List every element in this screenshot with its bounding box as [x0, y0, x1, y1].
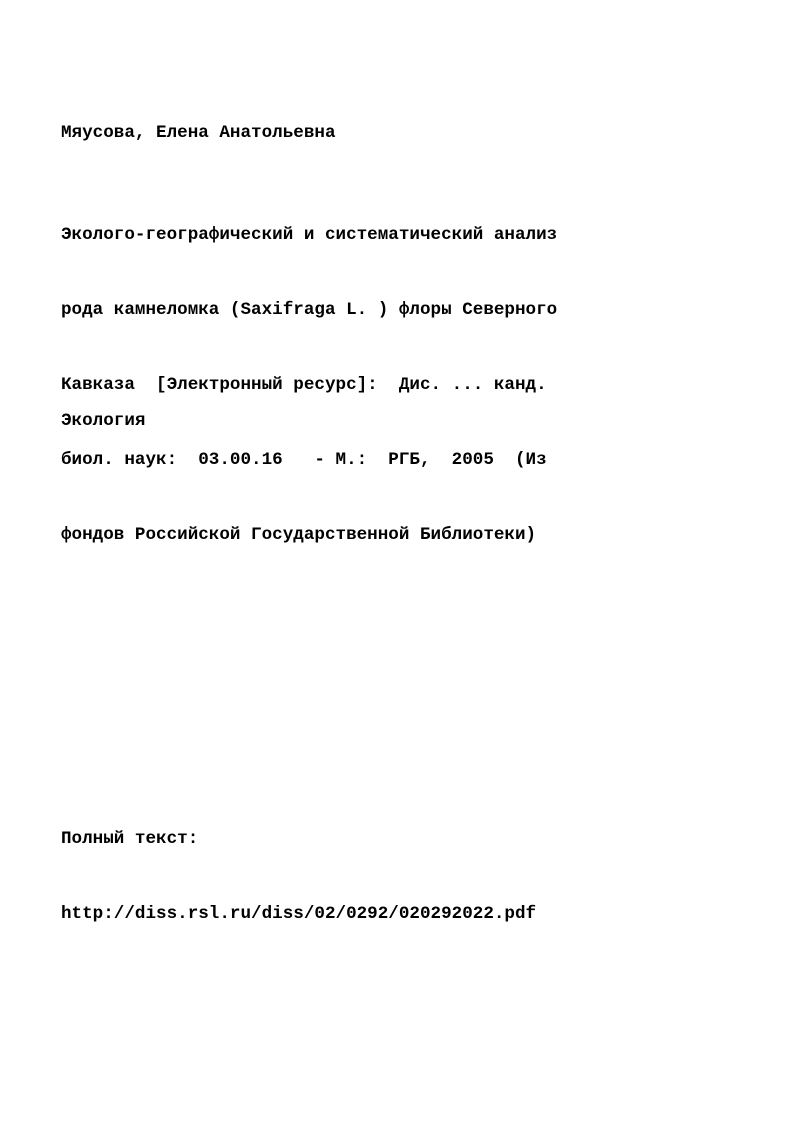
full-text-url[interactable]: http://diss.rsl.ru/diss/02/0292/020292022.pdf [61, 904, 537, 924]
subject-heading: Экология [61, 411, 146, 431]
full-text-section [61, 777, 536, 952]
title-line: биол. наук: 03.00.16 - М.: РГБ, 2005 (Из [61, 450, 547, 470]
title-line: рода камнеломка (Saxifraga L. ) флоры Северного [61, 300, 558, 320]
record-title [61, 173, 557, 573]
title-line: Кавказа [Электронный ресурс]: Дис. ... канд. [61, 375, 547, 395]
title-line: Эколого-географический и систематический анализ [61, 225, 558, 245]
full-text-label: Полный текст: [61, 829, 199, 849]
title-line: фондов Российской Государственной Библиотеки) [61, 525, 537, 545]
author-name: Мяусова, Елена Анатольевна [61, 123, 336, 143]
